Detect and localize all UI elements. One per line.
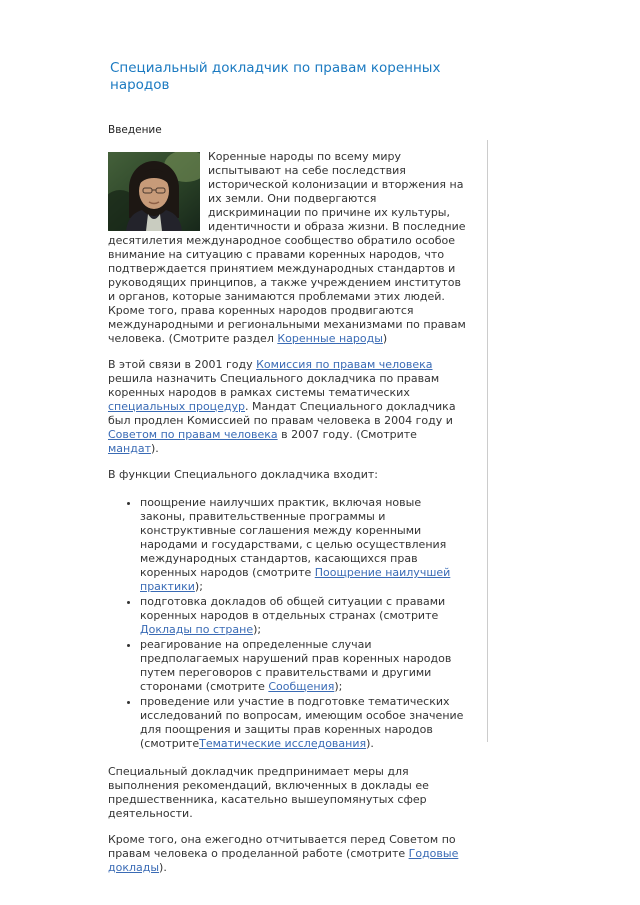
link-mandate[interactable]: мандат — [108, 442, 151, 455]
paragraph-text: в 2007 году. (Смотрите — [277, 428, 417, 441]
article — [108, 60, 470, 887]
recommendations-paragraph — [108, 765, 470, 821]
link-indigenous-peoples-section[interactable]: Коренные народы — [277, 332, 383, 345]
paragraph-text: реагирование на определенные случаи предполагаемых нарушений прав коренных народов путем переговоров с правительствами и другими сторонами (смотрите — [140, 638, 452, 693]
link-annual-reports[interactable]: Годовые доклады — [108, 847, 459, 874]
functions-list — [108, 496, 470, 751]
list-item — [140, 695, 468, 751]
paragraph-text: В этой связи в 2001 году — [108, 358, 257, 371]
paragraph-text: Коренные народы по всему миру испытывают на себе последствия исторической колонизации и вторжения на их земли. Они подвергаются дискриминации по причине их культуры, идентичности и образа жизни. В последние десятилетия международное сообщество обратило особое внимание на ситуацию с правами коренных народов, что подтверждается принятием международных стандартов и руководящих принципов, а также учреждением институтов и органов, которые занимаются проблемами этих людей. Кроме того, права коренных народов продвигаются международными и региональными механизмами по правам человека. (Смотрите раздел — [108, 150, 466, 345]
paragraph-text: ) — [382, 332, 388, 345]
link-commission-human-rights[interactable]: Комиссия по правам человека — [256, 358, 433, 371]
paragraph-text: ); — [194, 580, 203, 593]
paragraph-text: ); — [334, 680, 343, 693]
link-communications[interactable]: Сообщения — [268, 680, 335, 693]
paragraph-text: ); — [253, 623, 262, 636]
paragraph-text: Специальный докладчик предпринимает меры для выполнения рекомендаций, включенных в доклады ее предшественника, касательно вышеупомянутых сфер деятельности. — [108, 765, 429, 820]
paragraph-text: поощрение наилучших практик, включая новые законы, правительственные программы и конструктивные соглашения между коренными народами и государствами, с целью осуществления международных стандартов, касающихся прав коренных народов (смотрите — [140, 496, 447, 579]
paragraph-text: В функции Специального докладчика входит: — [108, 468, 379, 481]
mandate-paragraph — [108, 358, 470, 456]
functions-intro — [108, 468, 470, 482]
page-title: Специальный докладчик по правам коренных народов — [110, 60, 441, 93]
link-country-reports[interactable]: Доклады по стране — [140, 623, 254, 636]
paragraph-text: ). — [151, 442, 159, 455]
link-thematic-studies[interactable]: Тематические исследования — [199, 737, 367, 750]
link-special-procedures[interactable]: специальных процедур — [108, 400, 246, 413]
intro-paragraph — [108, 150, 470, 346]
paragraph-text: проведение или участие в подготовке тематических исследований по вопросам, имеющим особое значение для поощрения и защиты прав коренных народов (смотрите — [140, 695, 464, 750]
paragraph-text: подготовка докладов об общей ситуации с правами коренных народов в отдельных странах (смотрите — [140, 595, 446, 622]
annual-report-paragraph — [108, 833, 470, 875]
intro-heading: Введение — [108, 124, 162, 136]
rapporteur-photo — [108, 152, 200, 231]
link-best-practices[interactable]: Поощрение наилучшей практики — [140, 566, 451, 593]
paragraph-text: Кроме того, она ежегодно отчитывается перед Советом по правам человека о проделанной работе (смотрите — [108, 833, 456, 860]
paragraph-text: ). — [366, 737, 374, 750]
link-human-rights-council[interactable]: Советом по правам человека — [108, 428, 278, 441]
list-item — [140, 496, 468, 594]
paragraph-text: решила назначить Специального докладчика по правам коренных народов в рамках системы тематических — [108, 372, 440, 399]
content-right-border — [487, 140, 488, 742]
list-item — [140, 595, 468, 637]
paragraph-text: . Мандат Специального докладчика был продлен Комиссией по правам человека в 2004 году и — [108, 400, 456, 427]
list-item — [140, 638, 468, 694]
paragraph-text: ). — [159, 861, 167, 874]
